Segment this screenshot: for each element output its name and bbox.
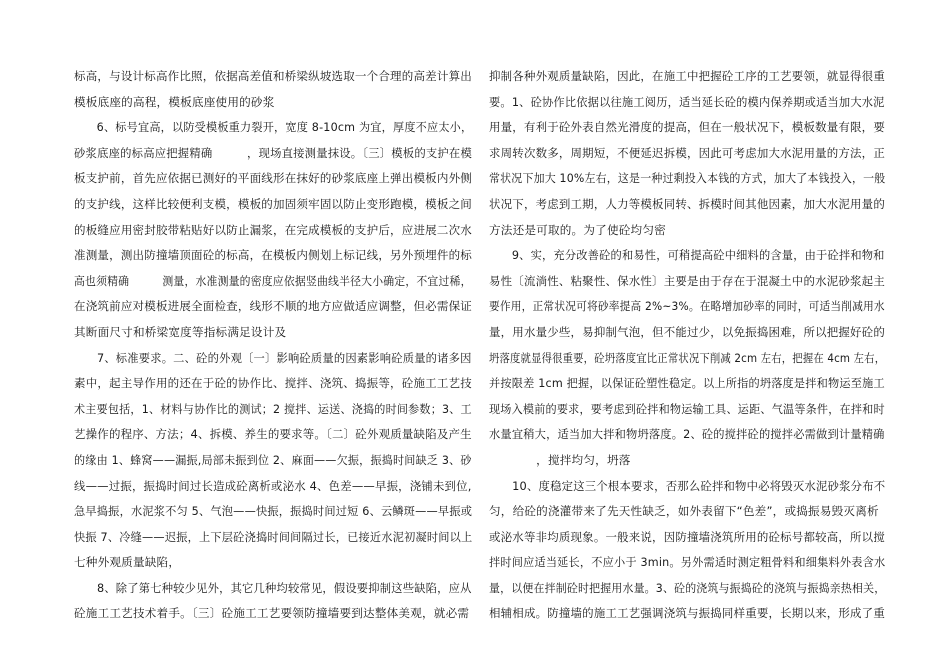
right-text-line: 抑制各种外观质量缺陷，因此，在施工中把握砼工序的工艺要领，就显得很重 — [489, 69, 885, 83]
left-text-line: 高也须精确 测量，水准测量的密度应依据竖曲线半径大小确定，不宜过稀， — [74, 273, 472, 288]
right-text-line: 量，以便在拌制砼时把握用水量。3、砼的浇筑与振捣砼的浇筑与振捣亲热相关， — [489, 580, 886, 595]
left-text-line: 其断面尺寸和桥梁宽度等指标满足设计及 — [74, 324, 287, 339]
left-text-line: 模板底座的高程，模板底座使用的砂浆 — [74, 94, 275, 109]
right-text-line: 并按限差 1cm 把握，以保证砼塑性稳定。以上所指的坍落度是拌和物运至施工 — [489, 376, 885, 391]
left-text-line: 术主要包括，1、材料与协作比的测试；2 搅拌、运送、浇捣的时间参数；3、工 — [74, 401, 472, 416]
right-text-line: 方法还是可取的。为了使砼均匀密 — [489, 222, 666, 237]
left-text-line: 7、标准要求。二、砼的外观〔一〕影响砼质量的因素影响砼质量的诸多因 — [74, 350, 472, 365]
right-text-line: 9、实，充分改善砼的和易性，可稍提高砼中细料的含量，由于砼拌和物和 — [489, 248, 885, 263]
left-text-line: 8、除了第七种较少见外，其它几种均较常见，假设要抑制这些缺陷，应从 — [74, 580, 472, 595]
right-text-line: 要。1、砼协作比依据以往施工阅历，适当延长砼的模内保养期或适当加大水泥 — [489, 94, 885, 109]
left-text-line: 快振 7、冷缝——迟振，上下层砼浇捣时间间隔过长，已接近水泥初凝时间以上 — [74, 529, 473, 544]
left-text-line: 在浇筑前应对模板进展全面检查，线形不顺的地方应做适应调整，但必需保证 — [74, 299, 472, 314]
left-text-line: 6、标号宜高，以防受模板重力裂开，宽度 8-10cm 为宜，厚度不应太小， — [74, 120, 473, 135]
left-text-line: 素中，起主导作用的还在于砼的协作比、搅拌、浇筑、捣振等，砼施工工艺技 — [74, 376, 472, 391]
right-text-column — [489, 64, 885, 627]
right-text-line: 10、度稳定这三个根本要求，否那么砼拌和物中必将毁灭水泥砂浆分布不 — [489, 478, 886, 493]
right-text-line: 常状况下加大 10%左右，这是一种过剩投入本钱的方式，加大了本钱投入，一般 — [489, 171, 886, 186]
left-text-line: 七种外观质量缺陷， — [74, 555, 181, 570]
left-text-line: 板支护前，首先应依据已测好的平面线形在抹好的砂浆底座上弹出模板内外侧 — [74, 171, 472, 186]
left-text-line: 砼施工工艺技术着手。〔三〕砼施工工艺要领防撞墙要到达整体美观，就必需 — [74, 606, 470, 621]
right-text-line: 现场入模前的要求，要考虑到砼拌和物运输工具、运距、气温等条件，在拌和时 — [489, 401, 885, 416]
left-text-line: 的缘由 1、蜂窝——漏振,局部未振到位 2、麻面——欠振，振捣时间缺乏 3、砂 — [74, 452, 472, 467]
right-text-line: 状况下，考虑到工期，人力等模板同转、拆模时间其他因素，加大水泥用量的 — [489, 196, 885, 211]
left-text-line: 的板缝应用密封胶带粘贴好以防止漏浆，在完成模板的支护后，应进展二次水 — [74, 222, 472, 237]
right-text-line: 相辅相成。防撞墙的施工工艺强调浇筑与振捣同样重要，长期以来，形成了重 — [489, 606, 885, 621]
left-text-line: 的支护线，这样比较便利支模，模板的加固须牢固以防止变形跑模，模板之间 — [74, 196, 472, 211]
left-text-line: 标高，与设计标高作比照，依据高差值和桥梁纵坡选取一个合理的高差计算出 — [74, 69, 472, 83]
right-text-line: 坍落度就显得很重要，砼坍落度宜比正常状况下削减 2cm 左右，把握在 4cm 左右， — [489, 350, 886, 365]
left-text-line: 艺操作的程序、方法；4、拆模、养生的要求等。〔二〕砼外观质量缺陷及产生 — [74, 427, 472, 442]
left-text-line: 急早捣振，水泥浆不匀 5、气泡——快振，振捣时间过短 6、云鳞斑——早振或 — [74, 504, 473, 519]
right-text-line: 要作用，正常状况可将砂率提高 2%~3%。在略增加砂率的同时，可适当削减用水 — [489, 299, 885, 314]
right-text-line: 匀，给砼的浇灌带来了先天性缺乏，如外表留下“色差”，或捣振易毁灭离析 — [489, 504, 879, 519]
left-text-line: 准测量，测出防撞墙顶面砼的标高，在模板内侧划上标记线，另外预埋件的标 — [74, 248, 472, 263]
left-text-line: 线——过振，振捣时间过长造成砼离析或泌水 4、色差——早振，浇铺未到位, — [74, 478, 472, 493]
right-text-line: 水量宜稍大，适当加大拌和物坍落度。2、砼的搅拌砼的搅拌必需做到计量精确 — [489, 427, 885, 442]
left-text-line: 砂浆底座的标高应把握精确 ，现场直接测量抹设。〔三〕模板的支护在模 — [74, 145, 472, 160]
left-text-column — [74, 64, 472, 627]
right-text-line: 易性〔流淌性、粘聚性、保水性〕主要是由于存在于混凝土中的水泥砂浆起主 — [489, 273, 885, 288]
right-text-line: ，搅拌均匀，坍落 — [489, 452, 631, 467]
right-text-line: 用量，有利于砼外表自然光滑度的提高，但在一般状况下，模板数量有限，要 — [489, 120, 885, 135]
right-text-line: 量，用水量少些，易抑制气泡，但不能过少，以免振捣困难，所以把握好砼的 — [489, 324, 885, 339]
right-text-line: 求周转次数多，周期短，不便延迟拆模，因此可考虑加大水泥用量的方法，正 — [489, 145, 885, 160]
right-text-line: 或泌水等非均质现象。一般来说，因防撞墙浇筑所用的砼标号都较高，所以搅 — [489, 529, 885, 544]
right-text-line: 拌时间应适当延长，不应小于 3min。另外需适时测定粗骨料和细集料外表含水 — [489, 555, 886, 570]
